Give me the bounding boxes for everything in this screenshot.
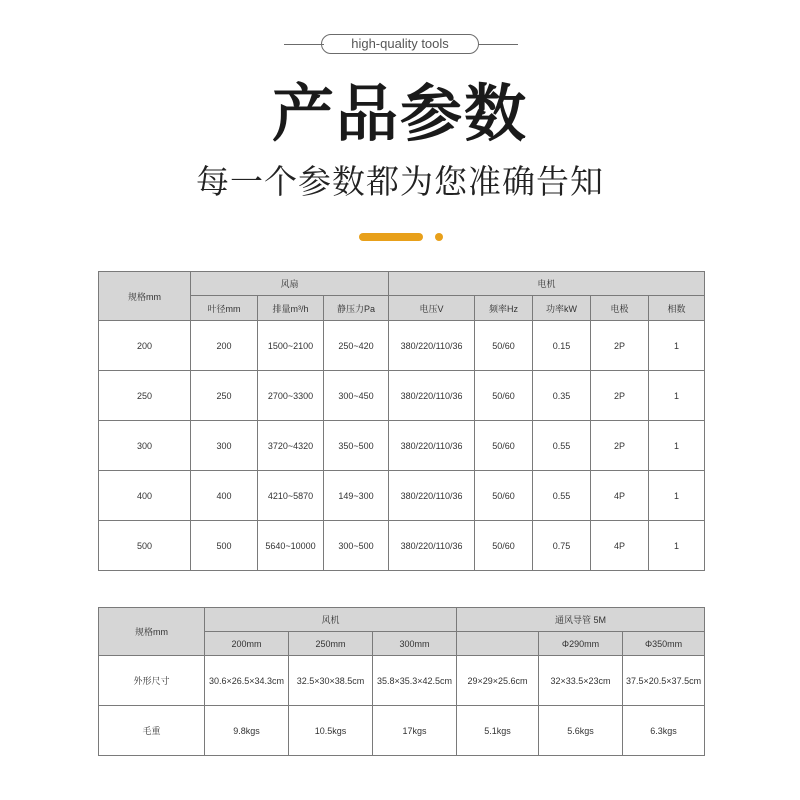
- column-header: 300mm: [373, 632, 457, 656]
- table-row: [99, 321, 705, 371]
- tagline-left-rule: [284, 44, 324, 45]
- accent-bar: [359, 233, 423, 241]
- table-cell: 0.75: [533, 521, 591, 571]
- table-cell: 50/60: [475, 471, 533, 521]
- table-cell: 17kgs: [373, 706, 457, 756]
- table-cell: 4210~5870: [258, 471, 324, 521]
- table-cell: 500: [191, 521, 258, 571]
- row-spec-cell: 300: [99, 421, 191, 471]
- table-cell: 350~500: [324, 421, 389, 471]
- table-cell: 5640~10000: [258, 521, 324, 571]
- table-cell: 1500~2100: [258, 321, 324, 371]
- table-cell: 1: [649, 421, 705, 471]
- table-cell: 37.5×20.5×37.5cm: [623, 656, 705, 706]
- table-cell: 250: [191, 371, 258, 421]
- table-cell: 300: [191, 421, 258, 471]
- table-cell: 2P: [591, 371, 649, 421]
- table-row: [99, 471, 705, 521]
- table-cell: 149~300: [324, 471, 389, 521]
- table-cell: 300~500: [324, 521, 389, 571]
- column-header: 功率kW: [533, 296, 591, 321]
- table-cell: 0.35: [533, 371, 591, 421]
- column-header: 电压V: [389, 296, 475, 321]
- table-cell: 4P: [591, 521, 649, 571]
- column-header: 电极: [591, 296, 649, 321]
- table-cell: 50/60: [475, 421, 533, 471]
- table-cell: 30.6×26.5×34.3cm: [205, 656, 289, 706]
- page-subtitle: 每一个参数都为您准确告知: [196, 162, 604, 201]
- duct-group-header: 通风导管 5M: [457, 608, 705, 632]
- table-row: [99, 521, 705, 571]
- table-cell: 2700~3300: [258, 371, 324, 421]
- table-row: [99, 421, 705, 471]
- table-cell: 380/220/110/36: [389, 521, 475, 571]
- tagline-banner: [0, 33, 800, 57]
- table-row: [99, 706, 705, 756]
- column-header: 200mm: [205, 632, 289, 656]
- row-spec-cell: 200: [99, 321, 191, 371]
- table-cell: 32.5×30×38.5cm: [289, 656, 373, 706]
- table-cell: 50/60: [475, 321, 533, 371]
- table-cell: 6.3kgs: [623, 706, 705, 756]
- table-row: [99, 656, 705, 706]
- row-spec-cell: 250: [99, 371, 191, 421]
- table-cell: 250~420: [324, 321, 389, 371]
- row-label-cell: 毛重: [99, 706, 205, 756]
- table-cell: 380/220/110/36: [389, 421, 475, 471]
- page-title: 产品参数: [271, 77, 528, 150]
- table-cell: 1: [649, 321, 705, 371]
- table-cell: 0.55: [533, 471, 591, 521]
- table-cell: 380/220/110/36: [389, 321, 475, 371]
- table-cell: 10.5kgs: [289, 706, 373, 756]
- motor-group-header: 电机: [389, 272, 705, 296]
- spec-table: [98, 271, 705, 571]
- column-header: 相数: [649, 296, 705, 321]
- table-row: [99, 371, 705, 421]
- tagline-right-rule: [478, 44, 518, 45]
- table-cell: 2P: [591, 321, 649, 371]
- blower-group-header: 风机: [205, 608, 457, 632]
- spec-corner-header: 规格mm: [99, 272, 191, 321]
- table-cell: 200: [191, 321, 258, 371]
- table-cell: 9.8kgs: [205, 706, 289, 756]
- size-corner-header: 规格mm: [99, 608, 205, 656]
- row-label-cell: 外形尺寸: [99, 656, 205, 706]
- fan-group-header: 风扇: [191, 272, 389, 296]
- column-header: 排量m³/h: [258, 296, 324, 321]
- column-header: Φ290mm: [539, 632, 623, 656]
- table-cell: 2P: [591, 421, 649, 471]
- table-cell: 1: [649, 371, 705, 421]
- table-cell: 50/60: [475, 521, 533, 571]
- accent-dot: [435, 233, 443, 241]
- column-header: 静压力Pa: [324, 296, 389, 321]
- row-spec-cell: 500: [99, 521, 191, 571]
- table-cell: 400: [191, 471, 258, 521]
- column-header: Φ350mm: [623, 632, 705, 656]
- column-header: [457, 632, 539, 656]
- table-cell: 29×29×25.6cm: [457, 656, 539, 706]
- tagline-pill: high-quality tools: [321, 34, 479, 54]
- row-spec-cell: 400: [99, 471, 191, 521]
- table-cell: 380/220/110/36: [389, 471, 475, 521]
- table-cell: 4P: [591, 471, 649, 521]
- table-cell: 0.15: [533, 321, 591, 371]
- table-cell: 32×33.5×23cm: [539, 656, 623, 706]
- table-cell: 35.8×35.3×42.5cm: [373, 656, 457, 706]
- table-cell: 5.6kgs: [539, 706, 623, 756]
- column-header: 250mm: [289, 632, 373, 656]
- table-cell: 1: [649, 471, 705, 521]
- table-cell: 0.55: [533, 421, 591, 471]
- column-header: 频率Hz: [475, 296, 533, 321]
- table-cell: 50/60: [475, 371, 533, 421]
- table-cell: 300~450: [324, 371, 389, 421]
- table-cell: 380/220/110/36: [389, 371, 475, 421]
- table-cell: 3720~4320: [258, 421, 324, 471]
- size-weight-table: [98, 607, 705, 756]
- table-cell: 1: [649, 521, 705, 571]
- table-cell: 5.1kgs: [457, 706, 539, 756]
- column-header: 叶径mm: [191, 296, 258, 321]
